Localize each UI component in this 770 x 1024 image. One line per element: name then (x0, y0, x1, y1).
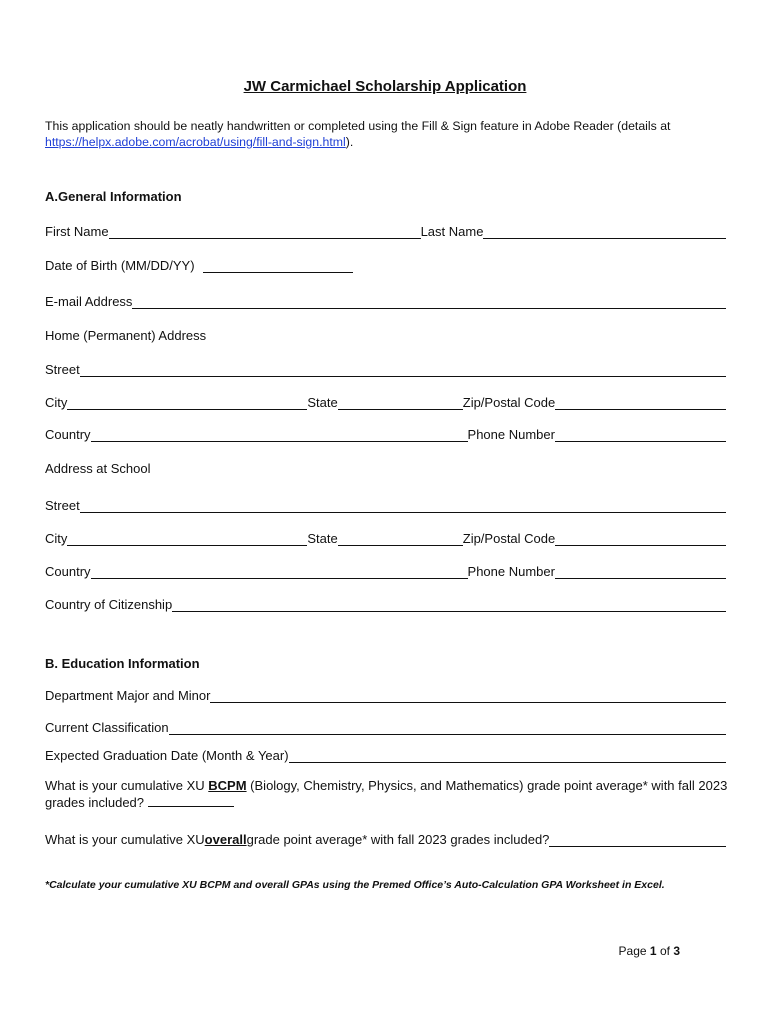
graduation-label: Expected Graduation Date (Month & Year) (45, 748, 289, 763)
last-name-field[interactable] (483, 226, 726, 239)
gpa-footnote: *Calculate your cumulative XU BCPM and overall GPAs using the Premed Office’s Auto-Calculation GPA Worksheet in Excel. (45, 879, 665, 891)
email-field[interactable] (132, 296, 726, 309)
email-row (45, 292, 726, 310)
school-city-row (45, 529, 726, 547)
home-phone-field[interactable] (555, 429, 726, 442)
school-state-label: State (307, 531, 338, 546)
home-country-field[interactable] (91, 429, 468, 442)
total-pages: 3 (673, 944, 680, 958)
graduation-row (45, 746, 726, 764)
overall-question-post: grade point average* with fall 2023 grades included? (246, 832, 550, 847)
home-city-field[interactable] (67, 397, 307, 410)
citizenship-row (45, 595, 726, 613)
bcpm-gpa-field[interactable] (148, 794, 234, 807)
home-address-label: Home (Permanent) Address (45, 328, 207, 343)
classification-field[interactable] (169, 722, 726, 735)
school-city-field[interactable] (67, 533, 307, 546)
overall-question-pre: What is your cumulative XU (45, 832, 205, 847)
section-b-heading: B. Education Information (45, 656, 200, 671)
intro-text: This application should be neatly handwritten or completed using the Fill & Sign feature in Adobe Reader (details at (45, 119, 671, 133)
school-zip-label: Zip/Postal Code (462, 531, 556, 546)
major-field[interactable] (210, 690, 726, 703)
major-label: Department Major and Minor (45, 688, 211, 703)
overall-gpa-field[interactable] (549, 834, 726, 847)
page-title: JW Carmichael Scholarship Application (243, 78, 527, 95)
current-page: 1 (649, 944, 657, 958)
graduation-field[interactable] (289, 750, 726, 763)
home-city-row (45, 393, 726, 411)
school-zip-field[interactable] (555, 533, 726, 546)
school-phone-field[interactable] (555, 566, 726, 579)
overall-question-row (45, 830, 726, 848)
home-state-label: State (307, 395, 338, 410)
classification-label: Current Classification (45, 720, 169, 735)
name-row (45, 222, 726, 240)
citizenship-label: Country of Citizenship (45, 597, 173, 612)
home-zip-field[interactable] (555, 397, 726, 410)
home-street-field[interactable] (80, 364, 726, 377)
school-country-field[interactable] (91, 566, 468, 579)
dob-label: Date of Birth (MM/DD/YY) (45, 258, 195, 273)
dob-row (45, 256, 726, 274)
home-country-label: Country (45, 427, 91, 442)
school-street-field[interactable] (80, 500, 726, 513)
page-label: Page (618, 944, 647, 958)
school-city-label: City (45, 531, 68, 546)
bcpm-question-post: (Biology, Chemistry, Physics, and Mathematics) grade point average* with fall 2023 grades included? (45, 778, 728, 810)
bcpm-emphasis: BCPM (208, 778, 247, 793)
school-street-label: Street (45, 498, 80, 513)
page-number (619, 944, 680, 958)
bcpm-question-pre: What is your cumulative XU (45, 778, 209, 793)
section-a-heading: A.General Information (45, 189, 182, 204)
bcpm-question (45, 777, 735, 811)
school-street-row (45, 496, 726, 514)
first-name-label: First Name (45, 224, 109, 239)
first-name-field[interactable] (109, 226, 421, 239)
home-city-label: City (45, 395, 68, 410)
dob-field[interactable] (203, 260, 353, 273)
home-phone-label: Phone Number (467, 427, 555, 442)
school-country-row (45, 562, 726, 580)
home-state-field[interactable] (338, 397, 463, 410)
classification-row (45, 718, 726, 736)
school-country-label: Country (45, 564, 91, 579)
intro-paragraph (45, 118, 735, 150)
of-label: of (659, 944, 670, 958)
school-address-label: Address at School (45, 461, 151, 476)
last-name-label: Last Name (420, 224, 484, 239)
overall-emphasis: overall (204, 832, 247, 847)
intro-end: ). (345, 135, 354, 149)
citizenship-field[interactable] (172, 599, 726, 612)
major-row (45, 686, 726, 704)
fill-and-sign-link[interactable]: https://helpx.adobe.com/acrobat/using/fill-and-sign.html (45, 135, 346, 149)
home-street-label: Street (45, 362, 80, 377)
home-zip-label: Zip/Postal Code (462, 395, 556, 410)
email-label: E-mail Address (45, 294, 133, 309)
home-country-row (45, 425, 726, 443)
school-phone-label: Phone Number (467, 564, 555, 579)
school-state-field[interactable] (338, 533, 463, 546)
home-street-row (45, 360, 726, 378)
